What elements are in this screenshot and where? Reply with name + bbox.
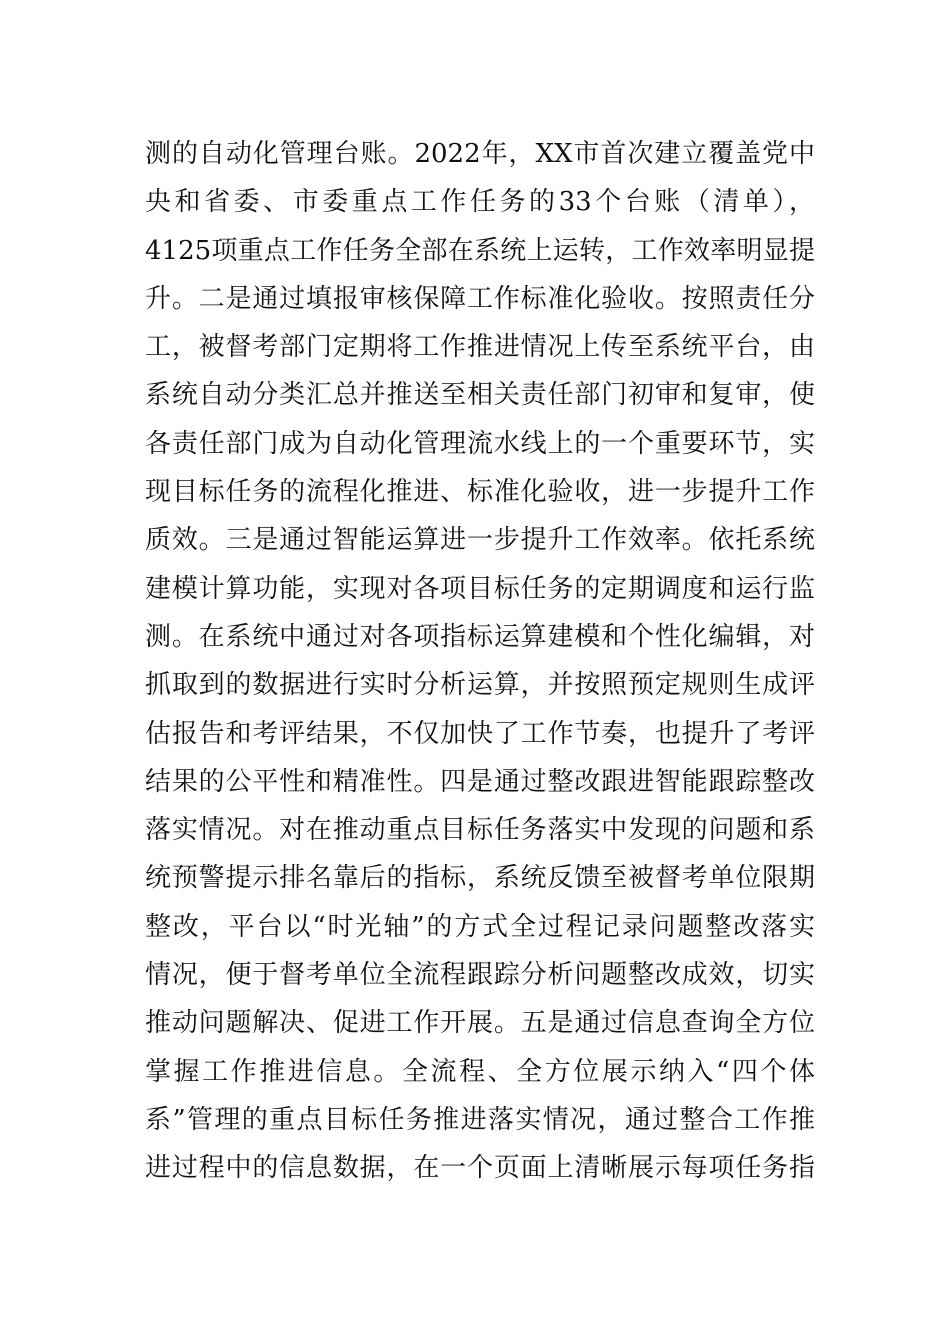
text-line-18: 情况，便于督考单位全流程跟踪分析问题整改成效，切实 bbox=[145, 960, 815, 991]
text-line-15: 落实情况。对在推动重点目标任务落实中发现的问题和系 bbox=[145, 815, 815, 846]
text-line-22: 进过程中的信息数据，在一个页面上清晰展示每项任务指 bbox=[145, 1153, 815, 1184]
text-line-10: 建模计算功能，实现对各项目标任务的定期调度和运行监 bbox=[145, 573, 815, 604]
text-line-20: 掌握工作推进信息。全流程、全方位展示纳入“四个体 bbox=[145, 1056, 815, 1087]
text-line-1: 测的自动化管理台账。2022年，XX市首次建立覆盖党中 bbox=[145, 139, 815, 169]
text-line-3: 4125项重点工作任务全部在系统上运转，工作效率明显提 bbox=[145, 235, 815, 266]
body-text bbox=[145, 130, 815, 1193]
text-line-17: 整改，平台以“时光轴”的方式全过程记录问题整改落实 bbox=[145, 911, 815, 942]
text-line-14: 结果的公平性和精准性。四是通过整改跟进智能跟踪整改 bbox=[145, 766, 815, 797]
text-line-13: 估报告和考评结果，不仅加快了工作节奏，也提升了考评 bbox=[145, 718, 815, 749]
text-line-2: 央和省委、市委重点工作任务的33个台账（清单）， bbox=[145, 187, 815, 218]
text-line-11: 测。在系统中通过对各项指标运算建模和个性化编辑，对 bbox=[145, 621, 815, 652]
text-line-12: 抓取到的数据进行实时分析运算，并按照预定规则生成评 bbox=[145, 670, 815, 701]
text-line-9: 质效。三是通过智能运算进一步提升工作效率。依托系统 bbox=[145, 525, 815, 556]
text-line-21: 系”管理的重点目标任务推进落实情况，通过整合工作推 bbox=[145, 1104, 815, 1135]
text-line-8: 现目标任务的流程化推进、标准化验收，进一步提升工作 bbox=[145, 477, 815, 508]
text-line-16: 统预警提示排名靠后的指标，系统反馈至被督考单位限期 bbox=[145, 863, 815, 894]
text-line-6: 系统自动分类汇总并推送至相关责任部门初审和复审，使 bbox=[145, 380, 815, 411]
text-line-7: 各责任部门成为自动化管理流水线上的一个重要环节，实 bbox=[145, 428, 815, 459]
text-line-4: 升。二是通过填报审核保障工作标准化验收。按照责任分 bbox=[145, 283, 815, 314]
text-line-5: 工，被督考部门定期将工作推进情况上传至系统平台，由 bbox=[145, 332, 815, 363]
text-line-19: 推动问题解决、促进工作开展。五是通过信息查询全方位 bbox=[145, 1008, 815, 1039]
